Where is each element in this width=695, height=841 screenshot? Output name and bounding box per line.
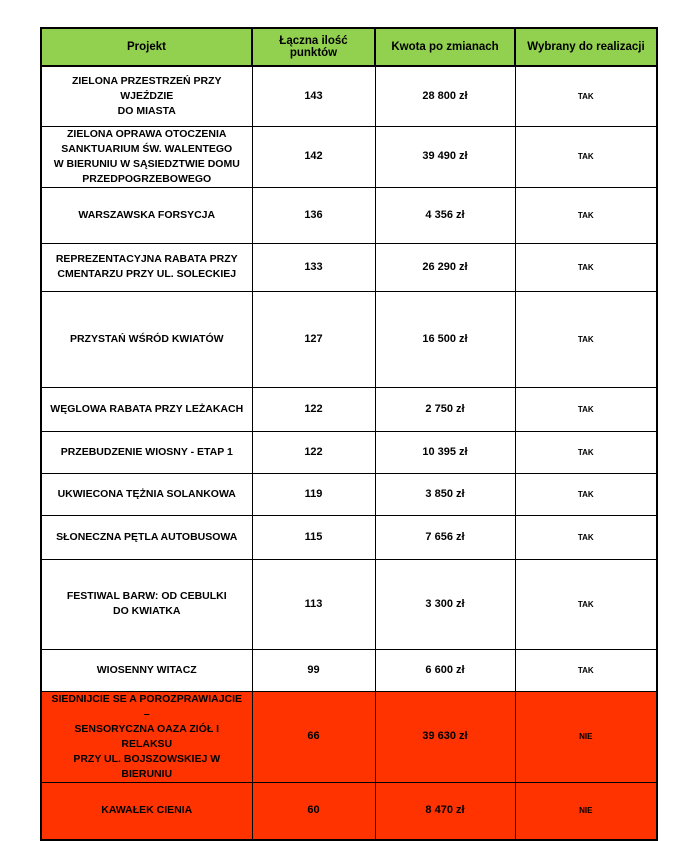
cell-project (41, 515, 252, 559)
cell-selected: TAK (515, 649, 657, 691)
cell-amount: 2 750 zł (375, 387, 515, 431)
project-name-line: PRZYSTAŃ WŚRÓD KWIATÓW (69, 332, 224, 345)
cell-project (41, 387, 252, 431)
cell-amount: 8 470 zł (375, 782, 515, 840)
cell-points: 66 (252, 691, 375, 782)
project-name-line: SANKTUARIUM ŚW. WALENTEGO (61, 142, 233, 155)
cell-points: 99 (252, 649, 375, 691)
cell-selected: NIE (515, 782, 657, 840)
cell-project (41, 431, 252, 473)
cell-amount: 26 290 zł (375, 243, 515, 291)
cell-project (41, 649, 252, 691)
cell-points: 122 (252, 431, 375, 473)
cell-amount: 28 800 zł (375, 66, 515, 126)
cell-project (41, 559, 252, 649)
cell-amount: 4 356 zł (375, 187, 515, 243)
cell-points: 143 (252, 66, 375, 126)
cell-points: 127 (252, 291, 375, 387)
table-row (41, 559, 657, 649)
cell-project (41, 243, 252, 291)
cell-selected: TAK (515, 66, 657, 126)
table-row (41, 431, 657, 473)
project-name-line: PRZEBUDZENIE WIOSNY - ETAP 1 (60, 445, 233, 458)
table-body (41, 66, 657, 840)
project-name-line: SIEDNIJCIE SE A POROZPRAWIAJCIE – (51, 692, 243, 720)
cell-amount: 3 850 zł (375, 473, 515, 515)
cell-project (41, 691, 252, 782)
table-row (41, 243, 657, 291)
table-row (41, 515, 657, 559)
cell-amount: 7 656 zł (375, 515, 515, 559)
table-row (41, 187, 657, 243)
cell-points: 60 (252, 782, 375, 840)
header-row (41, 28, 657, 66)
table-row (41, 387, 657, 431)
cell-points: 133 (252, 243, 375, 291)
header-points: Łączna ilość punktów (252, 28, 375, 66)
table-row (41, 782, 657, 840)
cell-amount: 39 490 zł (375, 126, 515, 187)
cell-selected: TAK (515, 243, 657, 291)
project-name-line: ZIELONA OPRAWA OTOCZENIA (67, 127, 227, 140)
project-name-line: FESTIWAL BARW: OD CEBULKI (66, 590, 227, 602)
table-row (41, 66, 657, 126)
cell-points: 122 (252, 387, 375, 431)
table-row (41, 691, 657, 782)
project-name-line: UKWIECONA TĘŻNIA SOLANKOWA (57, 487, 236, 500)
project-name-line: SENSORYCZNA OAZA ZIÓŁ I RELAKSU (74, 722, 220, 750)
project-name-line: WIOSENNY WITACZ (96, 663, 197, 676)
project-name-line: PRZEDPOGRZEBOWEGO (82, 172, 212, 185)
cell-points: 113 (252, 559, 375, 649)
cell-project (41, 187, 252, 243)
cell-project (41, 291, 252, 387)
cell-points: 115 (252, 515, 375, 559)
cell-selected: TAK (515, 515, 657, 559)
cell-selected: TAK (515, 431, 657, 473)
project-name-line: CMENTARZU PRZY UL. SOLECKIEJ (57, 268, 237, 280)
table-row (41, 291, 657, 387)
project-name-line: DO MIASTA (117, 104, 176, 117)
table-row (41, 473, 657, 515)
cell-points: 142 (252, 126, 375, 187)
cell-project (41, 473, 252, 515)
project-name-line: DO KWIATKA (113, 605, 181, 617)
cell-project (41, 126, 252, 187)
project-name-line: REPREZENTACYJNA RABATA PRZY (55, 253, 238, 265)
table-row (41, 649, 657, 691)
header-amount: Kwota po zmianach (375, 28, 515, 66)
cell-selected: TAK (515, 126, 657, 187)
project-name-line: SŁONECZNA PĘTLA AUTOBUSOWA (56, 530, 238, 543)
cell-selected: TAK (515, 473, 657, 515)
cell-amount: 10 395 zł (375, 431, 515, 473)
cell-selected: TAK (515, 387, 657, 431)
cell-amount: 6 600 zł (375, 649, 515, 691)
cell-selected: NIE (515, 691, 657, 782)
table-row (41, 126, 657, 187)
header-project: Projekt (41, 28, 252, 66)
cell-project (41, 782, 252, 840)
cell-selected: TAK (515, 291, 657, 387)
cell-selected: TAK (515, 559, 657, 649)
project-name-line: ZIELONA PRZESTRZEŃ PRZY WJEŹDZIE (71, 74, 222, 102)
project-name-line: WĘGLOWA RABATA PRZY LEŻAKACH (50, 402, 244, 415)
cell-points: 136 (252, 187, 375, 243)
project-name-line: WARSZAWSKA FORSYCJA (78, 208, 216, 221)
project-name-line: W BIERUNIU W SĄSIEDZTWIE DOMU (53, 157, 240, 170)
header-selected: Wybrany do realizacji (515, 28, 657, 66)
cell-amount: 39 630 zł (375, 691, 515, 782)
cell-amount: 3 300 zł (375, 559, 515, 649)
cell-project (41, 66, 252, 126)
project-name-line: PRZY UL. BOJSZOWSKIEJ W BIERUNIU (73, 752, 221, 780)
cell-selected: TAK (515, 187, 657, 243)
cell-points: 119 (252, 473, 375, 515)
cell-amount: 16 500 zł (375, 291, 515, 387)
project-name-line: KAWAŁEK CIENIA (101, 804, 193, 817)
results-table (40, 27, 658, 841)
